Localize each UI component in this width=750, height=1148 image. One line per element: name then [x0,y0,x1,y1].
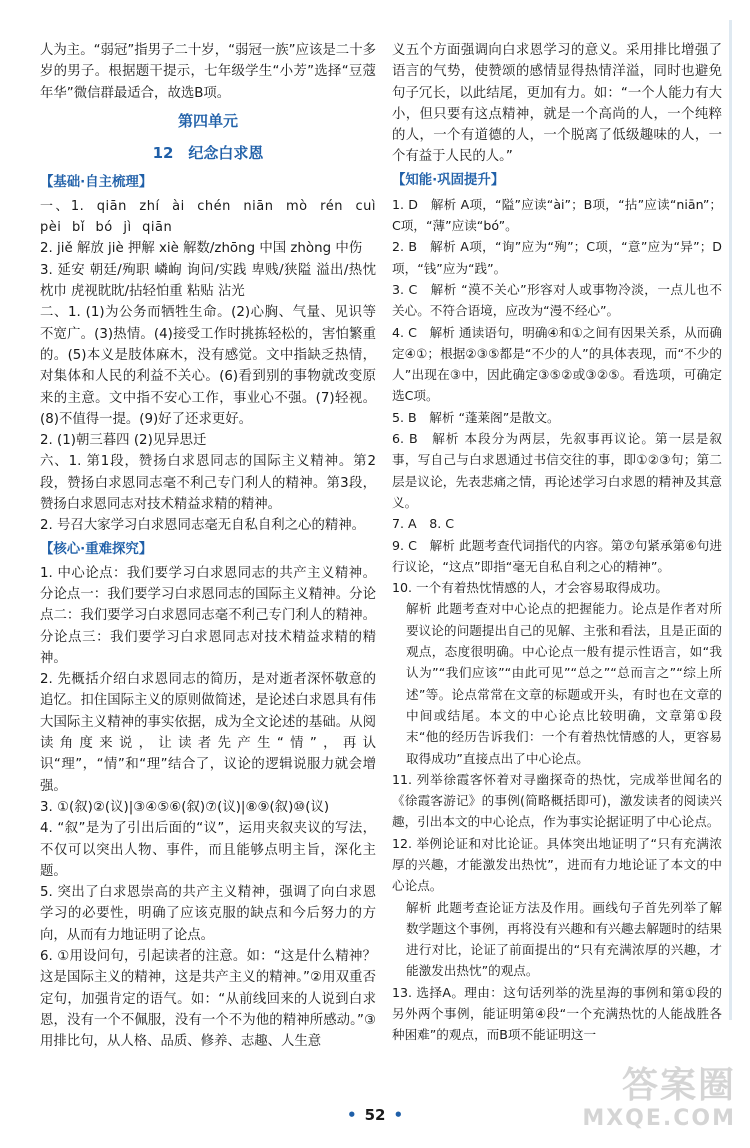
section-head-core: 【核心·重难探究】 [40,541,153,557]
answer-line: 7. A 8. C [392,516,455,532]
watermark-logo [546,1066,736,1136]
section-head-practice: 【知能·巩固提升】 [392,172,505,188]
answer-line: 5. 突出了白求恩崇高的共产主义精神，强调了向白求恩学习的必要性，明确了应该克服的缺点和今后努力的方向，从而有力地证明了论点。 [40,885,376,943]
answer-line: 13. 选择A。理由：这句话列举的洗星海的事例和第①段的另外两个事例，能证明第④段“一个充满热忱的人能战胜各种困难”的观点，而B项不能证明这一 [392,984,722,1043]
analysis-line: 解析 此题考查论证方法及作用。画线句子首先列举了解数学题这个事例，再将没有兴趣和有兴趣去解题时的结果进行对比，论证了前面提出的“只有充满浓厚的兴趣，才能激发出热忱”的观点。 [406,899,722,979]
answer-line: 二、1. (1)为公务而牺牲生命。(2)心胸、气量、见识等不宽广。(3)热情。(4)接受工作时挑拣轻松的，害怕繁重的。(5)本义是肢体麻木，没有感觉。文中指缺乏热情，对集体和人民的利益不关心。(6)看到别的事物就改变原来的主意。文中指不安心工作，事业心不强。(7)轻视。(8)不值得一提。(9)好了还求更好。 [40,305,376,427]
page-number-text: 52 [364,1106,386,1124]
answer-line: 5. B 解析 “蓬莱阁”是散文。 [392,409,560,425]
answer-line: 4. C 解析 通读语句，明确④和①之间有因果关系，从而确定④①；根据②③⑤都是“不少的人”的具体表现，而“不少的人”出现在③中，因此确定③⑤②或③②⑤。看选项，可确定选C项。 [392,324,722,404]
analysis-line: 解析 此题考查对中心论点的把握能力。论点是作者对所要议论的问题提出自己的见解、主张和看法，且是正面的观点，态度很明确。中心论点一般有提示性语言，如“我认为”“我们应该”“由此可见”“总之”“总而言之”“综上所述”等。论点常常在文章的标题或开头，有时也在文章的中间或结尾。本文的中心论点比较明确，文章第①段末“他的经历告诉我们：一个有着热忱情感的人，更容易取得成功”直接点出了中心论点。 [406,601,722,766]
answer-line: 3. 延安 朝廷/殉职 嶙峋 询问/实践 卑贱/狭隘 溢出/热忱 枕巾 虎视眈眈/拈轻怕重 粘贴 沾光 [40,262,376,300]
answer-line: 1. 中心论点：我们要学习白求恩同志的共产主义精神。分论点一：我们要学习白求恩同志的国际主义精神。分论点二：我们要学习白求恩同志毫不利己专门利人的精神。分论点三：我们要学习白求恩同志对技术精益求精的精神。 [40,565,376,666]
answer-line: 六、1. 第1段，赞扬白求恩同志的国际主义精神。第2段，赞扬白求恩同志毫不利己专门利人的精神。第3段，赞扬白求恩同志对技术精益求精的精神。 [40,454,376,513]
unit-title: 第四单元 [177,111,238,130]
left-intro: 人为主。“弱冠”指男子二十岁，“弱冠一族”应该是二十多岁的男子。根据题干提示，七年级学生“小芳”选择“豆蔻年华”微信群最适合，故选B项。 [40,43,376,101]
right-intro: 义五个方面强调向白求恩学习的意义。采用排比增强了语言的气势，使赞颂的感情显得热情洋溢，同时也避免句子冗长，以此结尾，更加有力。如：“一个人能力有大小，但只要有这点精神，就是一个高尚的人，一个纯粹的人，一个有道德的人，一个脱离了低级趣味的人，一个有益于人民的人。” [392,43,722,165]
answer-line: 1. D 解析 A项，“隘”应读“ài”；B项，“拈”应读“niān”；C项，“薄”应读“bó”。 [392,196,722,234]
answer-line: 2. 先概括介绍白求恩同志的简历，是对逝者深怀敬意的追忆。扣住国际主义的原则做简述，是论述白求恩具有伟大国际主义精神的事实依据，成为全文论述的基础。从阅读角度来说，让读者先产生“情”，再认识“理”，“情”和“理”结合了，议论的逻辑说服力就会增强。 [40,672,376,794]
answer-line: 11. 列举徐霞客怀着对寻幽探奇的热忱，完成举世闻名的《徐霞客游记》的事例(简略概括即可)，激发读者的阅读兴趣，引出本文的中心论点，作为事实论据证明了中心论点。 [392,771,722,830]
answer-line: 2. 号召大家学习白求恩同志毫无自私自利之心的精神。 [40,518,366,534]
answer-line: 9. C 解析 此题考查代词指代的内容。第⑦句紧承第⑥句进行议论，“这点”即指“毫无自私自利之心的精神”。 [392,537,722,574]
answer-line: 3. ①(叙)②(议)|③④⑤⑥(叙)⑦(议)|⑧⑨(叙)⑩(议) [40,799,330,815]
watermark-text: 答案圈 [621,1065,736,1106]
page-edge-bar [729,20,732,1020]
bullet-icon: • [393,1106,404,1124]
lesson-title: 12 纪念白求恩 [152,143,264,162]
answer-line: 一、1. qiān zhí ài chén niān mò rén cuì pèi bǐ bó jì qiān [40,198,376,236]
answer-line: 2. B 解析 A项，“询”应为“殉”；C项，“意”应为“异”；D项，“钱”应为“践”。 [392,239,722,276]
left-column [40,40,376,1052]
watermark-url: MXQE.COM [582,1106,736,1131]
answer-line: 6. B 解析 本段分为两层，先叙事再议论。第一层是叙事，写自己与白求恩通过书信交往的事，即①②③句；第二层是议论，先表悲痛之情，再论述学习白求恩的精神及其意义。 [392,431,722,510]
bullet-icon: • [346,1106,357,1124]
answer-line: 2. (1)朝三暮四 (2)见异思迁 [40,433,207,449]
answer-line: 12. 举例论证和对比论证。具体突出地证明了“只有充满浓厚的兴趣，才能激发出热忱”，进而有力地论证了本文的中心论点。 [392,835,722,894]
answer-line: 4. “叙”是为了引出后面的“议”，运用夹叙夹议的写法，不仅可以突出人物、事件，而且能够点明主旨，深化主题。 [40,821,376,879]
right-column [392,40,722,1046]
answer-line: 10. 一个有着热忱情感的人，才会容易取得成功。 [392,580,668,596]
answer-line: 3. C 解析 “漠不关心”形容对人或事物冷淡，一点儿也不关心。不符合语境，应改为“漫不经心”。 [392,281,722,319]
answer-line: 2. jiě 解放 jiè 押解 xiè 解数/zhōng 中国 zhòng 中伤 [40,241,363,257]
section-head-basics: 【基础·自主梳理】 [40,174,153,190]
answer-line: 6. ①用设问句，引起读者的注意。如：“这是什么精神？这是国际主义的精神，这是共产主义的精神。”②用双重否定句，加强肯定的语气。如：“从前线回来的人说到白求恩，没有一个不佩服，没有一个不为他的精神所感动。”③用排比句，从人格、品质、修养、志趣、人生意 [40,948,376,1050]
